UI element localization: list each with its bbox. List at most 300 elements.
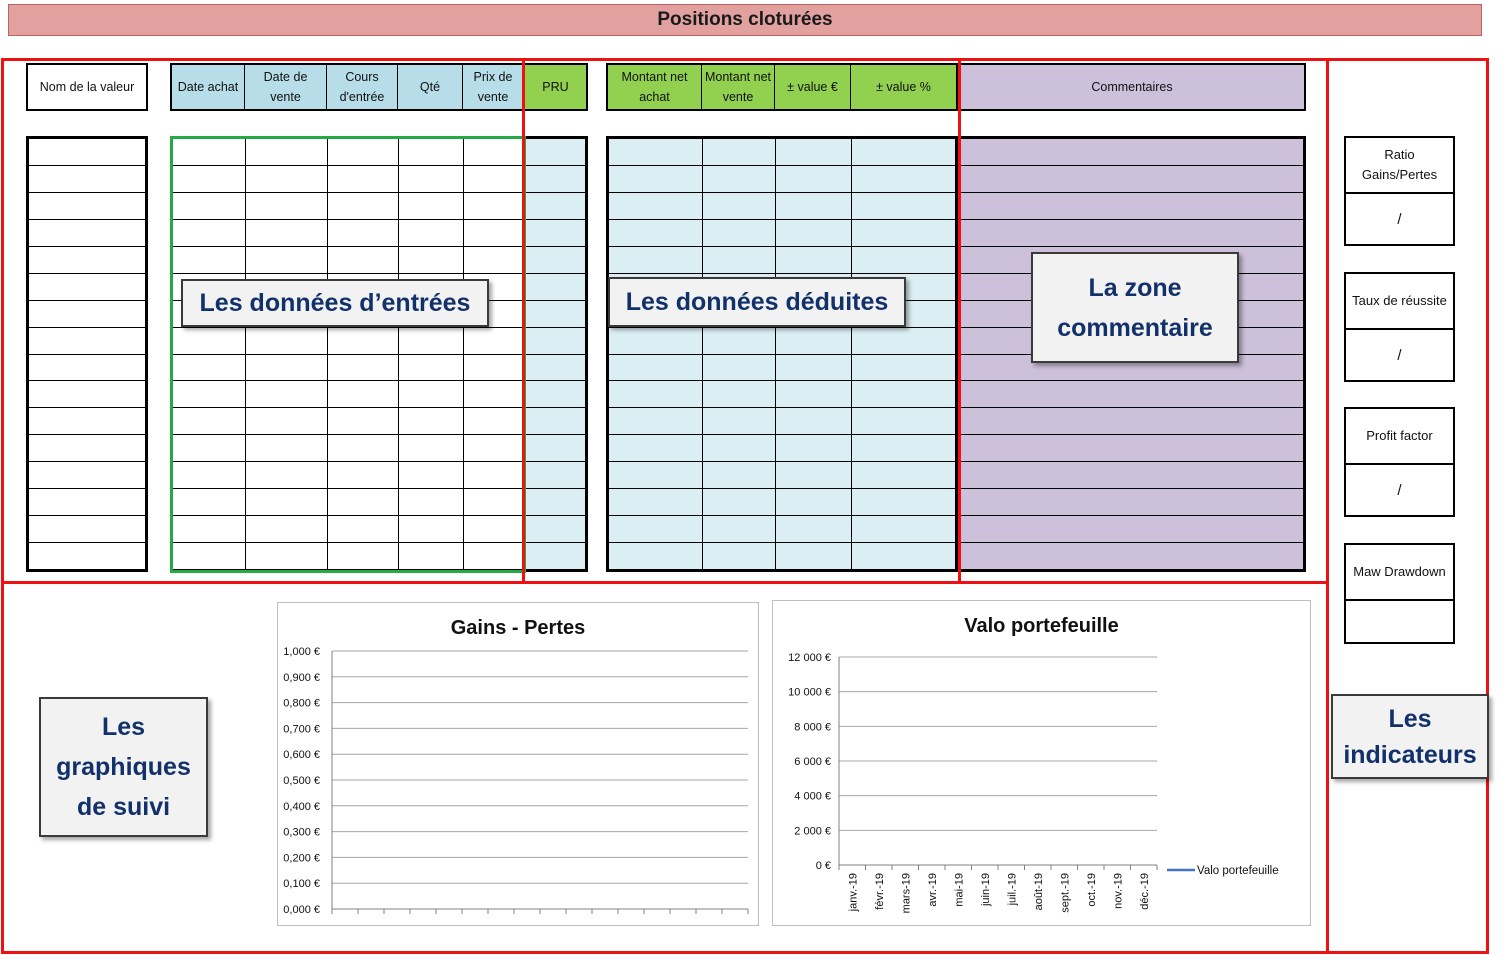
y-tick-label: 0,800 € (283, 697, 320, 710)
table-cell[interactable] (399, 435, 464, 462)
table-cell[interactable] (29, 192, 146, 219)
table-cell[interactable] (399, 139, 464, 166)
table-cell[interactable] (173, 139, 246, 166)
table-cell[interactable] (464, 408, 523, 435)
table-cell[interactable] (328, 165, 399, 192)
x-tick-label: juil.-19 (1006, 873, 1019, 906)
indicator-label: Ratio Gains/Pertes (1346, 138, 1453, 194)
table-cell[interactable] (961, 139, 1304, 166)
table-cell[interactable] (609, 192, 703, 219)
table-row (609, 489, 956, 516)
y-tick-label: 6 000 € (794, 756, 831, 768)
table-cell[interactable] (609, 462, 703, 489)
table-row (526, 246, 586, 273)
table-cell[interactable] (29, 435, 146, 462)
table-cell[interactable] (526, 139, 586, 166)
table-cell[interactable] (29, 219, 146, 246)
header-derived (606, 63, 958, 111)
table-cell[interactable] (173, 381, 246, 408)
table-cell[interactable] (852, 219, 956, 246)
table-cell[interactable] (526, 192, 586, 219)
table-cell[interactable] (961, 165, 1304, 192)
x-tick-label: mai-19 (953, 873, 966, 907)
table-row (961, 489, 1304, 516)
table-row (29, 219, 146, 246)
table-row (173, 139, 523, 166)
y-tick-label: 0,700 € (283, 723, 320, 736)
table-cell[interactable] (852, 543, 956, 570)
header-montant-achat: Montant net achat (608, 65, 702, 109)
table-cell[interactable] (703, 408, 776, 435)
table-cell[interactable] (526, 381, 586, 408)
table-cell[interactable] (328, 435, 399, 462)
table-cell[interactable] (29, 516, 146, 543)
table-row (609, 381, 956, 408)
table-cell[interactable] (609, 327, 703, 354)
table-cell[interactable] (246, 165, 328, 192)
table-cell[interactable] (776, 543, 852, 570)
table-row (961, 435, 1304, 462)
table-row (29, 327, 146, 354)
table-cell[interactable] (399, 462, 464, 489)
y-tick-label: 1,000 € (283, 646, 320, 658)
table-row (526, 516, 586, 543)
table-cell[interactable] (464, 543, 523, 570)
y-tick-label: 10 000 € (788, 686, 831, 699)
table-cell[interactable] (29, 381, 146, 408)
table-cell[interactable] (852, 139, 956, 166)
x-tick-label: juin-19 (979, 873, 992, 907)
header-qte: Qté (398, 65, 463, 109)
grid-pru (523, 136, 588, 572)
table-cell[interactable] (173, 246, 246, 273)
header-pru (523, 63, 588, 111)
x-tick-label: nov.-19 (1112, 873, 1125, 909)
table-row (526, 381, 586, 408)
indicator-ratio-gains-pertes (1344, 136, 1455, 246)
table-cell[interactable] (609, 139, 703, 166)
table-row (173, 408, 523, 435)
header-value-pct: ± value % (876, 80, 931, 94)
table-cell[interactable] (399, 516, 464, 543)
table-cell[interactable] (173, 516, 246, 543)
table-cell[interactable] (246, 381, 328, 408)
table-cell[interactable] (609, 435, 703, 462)
table-row (29, 462, 146, 489)
table-cell[interactable] (464, 139, 523, 166)
table-cell[interactable] (246, 192, 328, 219)
x-tick-label: déc.-19 (1138, 873, 1151, 910)
table-cell[interactable] (703, 165, 776, 192)
y-tick-label: 0,000 € (283, 904, 320, 916)
table-cell[interactable] (703, 139, 776, 166)
table-row (609, 462, 956, 489)
indicator-value[interactable] (1346, 601, 1453, 642)
table-cell[interactable] (961, 489, 1304, 516)
table-cell[interactable] (464, 354, 523, 381)
table-cell[interactable] (776, 435, 852, 462)
table-cell[interactable] (399, 543, 464, 570)
table-cell[interactable] (173, 165, 246, 192)
table-cell[interactable] (703, 246, 776, 273)
table-row (29, 435, 146, 462)
header-comments-label: Commentaires (1091, 80, 1173, 94)
table-cell[interactable] (852, 354, 956, 381)
table-cell[interactable] (852, 462, 956, 489)
table-cell[interactable] (328, 139, 399, 166)
chart-valo-portefeuille[interactable] (772, 600, 1311, 926)
grid-name (26, 136, 148, 572)
table-cell[interactable] (703, 462, 776, 489)
table-cell[interactable] (961, 462, 1304, 489)
table-cell[interactable] (173, 408, 246, 435)
table-cell[interactable] (29, 489, 146, 516)
legend-label: Valo portefeuille (1197, 865, 1279, 877)
table-cell[interactable] (609, 219, 703, 246)
table-cell[interactable] (246, 354, 328, 381)
table-cell[interactable] (776, 408, 852, 435)
table-row (609, 219, 956, 246)
table-cell[interactable] (464, 219, 523, 246)
table-cell[interactable] (399, 246, 464, 273)
chart-gains-pertes[interactable] (277, 602, 759, 926)
y-tick-label: 0,100 € (283, 878, 320, 891)
table-cell[interactable] (526, 327, 586, 354)
name-table (28, 138, 146, 570)
table-cell[interactable] (852, 489, 956, 516)
table-cell[interactable] (173, 489, 246, 516)
table-row (29, 354, 146, 381)
table-cell[interactable] (464, 381, 523, 408)
table-row (526, 300, 586, 327)
chart-plot (278, 603, 758, 925)
table-cell[interactable] (852, 165, 956, 192)
table-row (173, 246, 523, 273)
table-cell[interactable] (29, 273, 146, 300)
table-cell[interactable] (246, 327, 328, 354)
table-cell[interactable] (703, 435, 776, 462)
table-row (609, 192, 956, 219)
table-cell[interactable] (776, 381, 852, 408)
y-tick-label: 2 000 € (794, 825, 831, 838)
y-tick-label: 0,600 € (283, 749, 320, 762)
indicator-taux-reussite (1344, 272, 1455, 382)
derived-table (608, 138, 956, 570)
table-row (961, 543, 1304, 570)
table-cell[interactable] (961, 435, 1304, 462)
table-cell[interactable] (246, 543, 328, 570)
table-cell[interactable] (399, 489, 464, 516)
table-cell[interactable] (328, 408, 399, 435)
table-cell[interactable] (399, 192, 464, 219)
indicator-value[interactable]: / (1397, 481, 1402, 499)
table-row (609, 408, 956, 435)
table-cell[interactable] (526, 219, 586, 246)
table-cell[interactable] (29, 300, 146, 327)
table-cell[interactable] (464, 165, 523, 192)
table-cell[interactable] (526, 516, 586, 543)
table-cell[interactable] (246, 435, 328, 462)
table-cell[interactable] (776, 246, 852, 273)
y-tick-label: 0,300 € (283, 826, 320, 839)
table-cell[interactable] (328, 516, 399, 543)
table-cell[interactable] (776, 354, 852, 381)
indicator-profit-factor (1344, 407, 1455, 517)
table-cell[interactable] (526, 354, 586, 381)
table-cell[interactable] (399, 408, 464, 435)
table-cell[interactable] (703, 543, 776, 570)
table-cell[interactable] (609, 543, 703, 570)
table-cell[interactable] (703, 489, 776, 516)
x-tick-label: janv.-19 (847, 873, 860, 912)
table-row (173, 327, 523, 354)
table-cell[interactable] (852, 516, 956, 543)
table-cell[interactable] (776, 462, 852, 489)
table-row (961, 219, 1304, 246)
y-tick-label: 0,900 € (283, 671, 320, 684)
table-cell[interactable] (399, 165, 464, 192)
table-cell[interactable] (703, 192, 776, 219)
table-cell[interactable] (29, 246, 146, 273)
table-cell[interactable] (526, 489, 586, 516)
callout-charts: Les graphiques de suivi (39, 697, 208, 837)
table-cell[interactable] (776, 516, 852, 543)
header-pru-label: PRU (542, 80, 569, 94)
x-tick-label: avr.-19 (926, 873, 939, 907)
table-cell[interactable] (609, 516, 703, 543)
table-row (29, 165, 146, 192)
table-cell[interactable] (246, 408, 328, 435)
table-cell[interactable] (961, 543, 1304, 570)
table-cell[interactable] (399, 219, 464, 246)
table-row (961, 381, 1304, 408)
table-cell[interactable] (246, 219, 328, 246)
x-tick-label: mars-19 (900, 873, 913, 914)
indicator-label: Taux de réussite (1346, 274, 1453, 330)
table-cell[interactable] (328, 543, 399, 570)
table-cell[interactable] (526, 543, 586, 570)
y-tick-label: 0,400 € (283, 800, 320, 813)
table-cell[interactable] (399, 327, 464, 354)
table-row (173, 165, 523, 192)
table-row (29, 381, 146, 408)
table-cell[interactable] (852, 327, 956, 354)
table-row (173, 354, 523, 381)
inputs-table (172, 138, 523, 570)
table-row (29, 300, 146, 327)
table-cell[interactable] (852, 246, 956, 273)
table-cell[interactable] (464, 489, 523, 516)
table-cell[interactable] (328, 354, 399, 381)
table-row (961, 408, 1304, 435)
table-cell[interactable] (852, 381, 956, 408)
indicator-max-drawdown (1344, 543, 1455, 644)
table-row (961, 462, 1304, 489)
table-cell[interactable] (29, 543, 146, 570)
y-tick-label: 0,200 € (283, 852, 320, 865)
header-date-achat: Date achat (172, 65, 245, 109)
table-row (173, 462, 523, 489)
table-cell[interactable] (29, 408, 146, 435)
table-cell[interactable] (776, 219, 852, 246)
table-row (526, 489, 586, 516)
table-row (173, 516, 523, 543)
table-cell[interactable] (609, 381, 703, 408)
table-cell[interactable] (609, 165, 703, 192)
grid-inputs (170, 136, 525, 572)
table-row (526, 219, 586, 246)
table-cell[interactable] (173, 192, 246, 219)
table-cell[interactable] (526, 273, 586, 300)
callout-comments: La zone commentaire (1031, 252, 1239, 363)
table-cell[interactable] (464, 246, 523, 273)
table-cell[interactable] (526, 462, 586, 489)
callout-inputs: Les données d’entrées (181, 279, 489, 327)
table-cell[interactable] (961, 516, 1304, 543)
chart-title: Valo portefeuille (964, 615, 1119, 637)
table-cell[interactable] (776, 165, 852, 192)
table-cell[interactable] (703, 219, 776, 246)
chart-plot (773, 601, 1310, 925)
table-cell[interactable] (609, 246, 703, 273)
table-cell[interactable] (776, 139, 852, 166)
callout-indicators: Les indicateurs (1331, 694, 1489, 779)
table-row (961, 192, 1304, 219)
table-row (609, 139, 956, 166)
table-cell[interactable] (776, 192, 852, 219)
header-name (26, 63, 148, 111)
table-cell[interactable] (399, 354, 464, 381)
header-value-eur: ± value € (775, 65, 851, 109)
table-row (29, 273, 146, 300)
table-cell[interactable] (328, 381, 399, 408)
table-cell[interactable] (852, 192, 956, 219)
header-prix-vente: Prix de vente (473, 70, 513, 104)
header-inputs (170, 63, 525, 111)
table-cell[interactable] (328, 327, 399, 354)
indicator-label: Maw Drawdown (1346, 545, 1453, 601)
chart-title: Gains - Pertes (450, 617, 586, 639)
table-row (526, 139, 586, 166)
indicator-value[interactable]: / (1397, 346, 1402, 364)
table-cell[interactable] (961, 192, 1304, 219)
x-tick-label: août-19 (1032, 873, 1045, 911)
table-row (173, 489, 523, 516)
table-cell[interactable] (328, 489, 399, 516)
table-cell[interactable] (173, 354, 246, 381)
y-tick-label: 0,500 € (283, 775, 320, 787)
header-comments (958, 63, 1306, 111)
y-tick-label: 12 000 € (788, 652, 831, 664)
table-cell[interactable] (246, 246, 328, 273)
table-cell[interactable] (328, 219, 399, 246)
table-row (173, 192, 523, 219)
table-cell[interactable] (399, 381, 464, 408)
table-row (961, 165, 1304, 192)
table-cell[interactable] (961, 381, 1304, 408)
header-cours-entree: Cours d'entrée (327, 65, 398, 109)
table-row (609, 543, 956, 570)
table-cell[interactable] (852, 435, 956, 462)
table-cell[interactable] (246, 516, 328, 543)
table-cell[interactable] (173, 327, 246, 354)
table-cell[interactable] (29, 327, 146, 354)
y-tick-label: 0 € (815, 860, 831, 872)
table-row (526, 435, 586, 462)
table-cell[interactable] (526, 435, 586, 462)
table-row (609, 354, 956, 381)
table-row (29, 246, 146, 273)
table-row (609, 327, 956, 354)
table-cell[interactable] (246, 489, 328, 516)
table-cell[interactable] (526, 246, 586, 273)
table-row (29, 516, 146, 543)
grid-derived (606, 136, 958, 572)
table-cell[interactable] (609, 489, 703, 516)
table-cell[interactable] (328, 192, 399, 219)
table-cell[interactable] (464, 516, 523, 543)
table-cell[interactable] (776, 327, 852, 354)
table-cell[interactable] (29, 165, 146, 192)
table-cell[interactable] (173, 435, 246, 462)
x-tick-label: févr.-19 (873, 873, 886, 910)
table-cell[interactable] (852, 408, 956, 435)
table-cell[interactable] (29, 354, 146, 381)
table-cell[interactable] (173, 543, 246, 570)
table-row (526, 408, 586, 435)
table-row (173, 435, 523, 462)
table-row (173, 543, 523, 570)
table-row (29, 192, 146, 219)
table-cell[interactable] (526, 300, 586, 327)
table-cell[interactable] (776, 489, 852, 516)
table-cell[interactable] (961, 219, 1304, 246)
table-row (526, 327, 586, 354)
table-cell[interactable] (464, 435, 523, 462)
table-cell[interactable] (703, 354, 776, 381)
y-tick-label: 4 000 € (794, 790, 831, 803)
table-cell[interactable] (464, 327, 523, 354)
table-cell[interactable] (464, 462, 523, 489)
table-cell[interactable] (29, 139, 146, 166)
table-cell[interactable] (246, 462, 328, 489)
table-cell[interactable] (328, 246, 399, 273)
callout-derived: Les données déduites (608, 277, 906, 327)
table-cell[interactable] (526, 408, 586, 435)
table-cell[interactable] (609, 354, 703, 381)
indicator-value[interactable]: / (1397, 210, 1402, 228)
table-cell[interactable] (526, 165, 586, 192)
table-row (29, 543, 146, 570)
page-title: Positions cloturées (8, 4, 1482, 36)
table-cell[interactable] (961, 408, 1304, 435)
table-cell[interactable] (609, 408, 703, 435)
table-cell[interactable] (703, 516, 776, 543)
table-cell[interactable] (703, 327, 776, 354)
table-cell[interactable] (173, 219, 246, 246)
table-cell[interactable] (703, 381, 776, 408)
header-date-vente: Date de vente (245, 65, 327, 109)
table-row (609, 516, 956, 543)
table-cell[interactable] (29, 462, 146, 489)
header-montant-vente: Montant net vente (702, 65, 775, 109)
table-cell[interactable] (173, 462, 246, 489)
table-row (526, 543, 586, 570)
table-row (526, 273, 586, 300)
table-cell[interactable] (464, 192, 523, 219)
table-cell[interactable] (328, 462, 399, 489)
table-cell[interactable] (246, 139, 328, 166)
